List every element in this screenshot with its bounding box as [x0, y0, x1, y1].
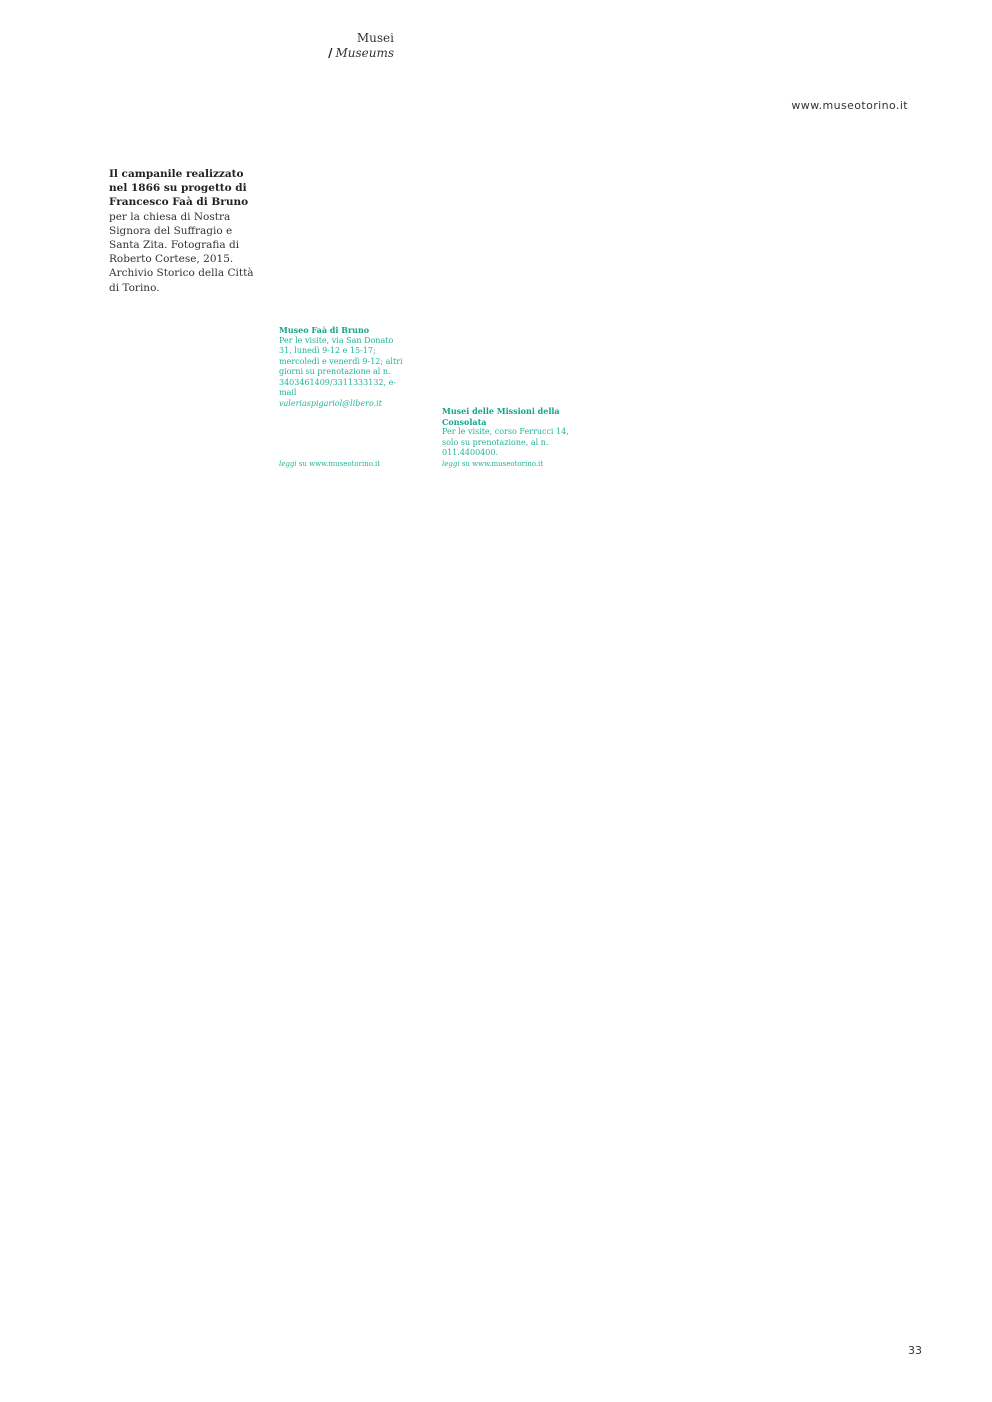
info-title: Museo Faà di Bruno — [279, 325, 370, 335]
section-title-en: Museums — [335, 46, 394, 60]
info-box-museo-faa-di-bruno — [279, 325, 407, 409]
photo-caption — [109, 167, 264, 295]
caption-regular: per la chiesa di Nostra Signora del Suffragio e Santa Zita. Fotografia di Roberto Cortese, 2015. Archivio Storico della Città di Torino. — [109, 210, 254, 294]
read-more-prefix: leggi — [442, 460, 460, 468]
section-title-it: Musei — [356, 31, 394, 45]
section-header — [314, 31, 394, 61]
read-more-prefix: leggi — [279, 460, 297, 468]
read-more-text: su www.museotorino.it — [296, 460, 381, 468]
info-title: Musei delle Missioni della Consolata — [442, 406, 560, 427]
section-title-en-line — [314, 46, 394, 61]
slash-divider: / — [328, 46, 333, 60]
read-more-text: su www.museotorino.it — [459, 460, 544, 468]
info-email-link[interactable]: valeriaspigariol@libero.it — [279, 398, 382, 408]
info-box-musei-missioni-consolata — [442, 406, 582, 459]
read-more-link[interactable] — [279, 460, 380, 468]
read-more-link[interactable] — [442, 460, 543, 468]
info-body: Per le visite, via San Donato 31, lunedì 9-12 e 15-17; mercoledì e venerdì 9-12; altri giorni su prenotazione al n. 3403461409/3311333132, e-mail — [279, 335, 403, 397]
site-url[interactable]: www.museotorino.it — [791, 99, 908, 112]
page-number: 33 — [908, 1344, 922, 1357]
caption-bold: Il campanile realizzato nel 1866 su progetto di Francesco Faà di Bruno — [109, 168, 249, 209]
info-body: Per le visite, corso Ferrucci 14, solo su prenotazione, al n. 011.4400400. — [442, 427, 569, 457]
